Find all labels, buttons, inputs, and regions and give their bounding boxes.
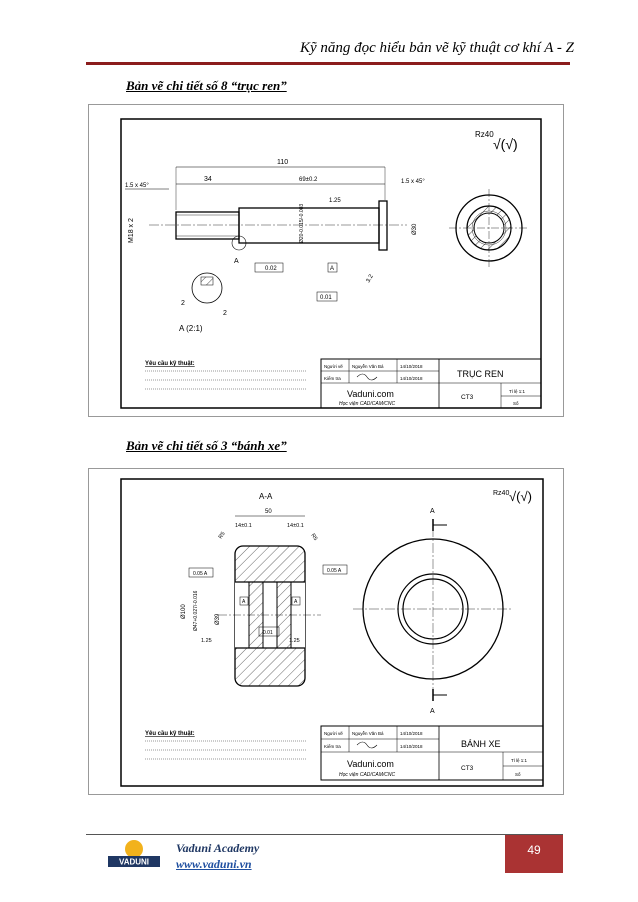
table1-part-name: TRỤC REN <box>457 369 504 379</box>
dim-d30: Ø30 <box>412 223 418 235</box>
dim-32: 3.2 <box>365 273 375 284</box>
vaduni-logo <box>106 838 162 868</box>
footer-text <box>176 840 259 872</box>
dim-chamfer-right: 1.5 x 45° <box>401 179 425 185</box>
table2-drawn-date: 14/10/2018 <box>400 731 423 736</box>
table2-part-name: BÁNH XE <box>461 739 501 749</box>
detail-label-a: A <box>234 258 239 265</box>
dim-14b: 14±0.1 <box>287 523 304 529</box>
table1-drawn-date: 14/10/2018 <box>400 364 423 369</box>
table1-drawn-label: Người vẽ <box>324 364 343 369</box>
detail-title: A (2:1) <box>179 324 203 333</box>
table2-scale: Tỉ lệ 1:1 <box>511 758 528 763</box>
drawing1-svg <box>89 105 563 416</box>
drawing2-frame <box>88 468 564 795</box>
dim-r5a: R5 <box>217 530 227 541</box>
datum-a: A <box>330 266 335 272</box>
drawing2-caption: Bản vẽ chi tiết số 3 “bánh xe” <box>126 438 287 453</box>
drawing1-roughness: Rz40 <box>475 130 494 139</box>
table1-drawn-by: Nguyễn Văn Bá <box>352 364 384 369</box>
table2-subtitle: Học viện CAD/CAM/CNC <box>339 772 396 778</box>
table2-check-label: Kiểm tra <box>324 744 341 749</box>
section-label: A-A <box>259 492 273 501</box>
tol-right: 0.05 A <box>327 568 342 574</box>
drawing2-req-label: Yêu cầu kỹ thuật: <box>145 731 195 737</box>
table2-company: Vaduni.com <box>347 759 394 769</box>
header-divider <box>86 62 570 65</box>
footer-brand: Vaduni Academy <box>176 841 260 855</box>
drawing2-svg <box>89 469 563 794</box>
table1-scale: Tỉ lệ 1:1 <box>509 389 526 394</box>
dim-chamfer-left: 1.5 x 45° <box>125 183 149 189</box>
drawing1-caption: Bản vẽ chi tiết số 8 “trục ren” <box>126 78 287 93</box>
tolerance-2: 0.01 <box>320 295 332 301</box>
dim-50: 50 <box>265 509 272 515</box>
dim-125: 1.25 <box>329 198 341 204</box>
table1-sheet: Số <box>513 401 519 406</box>
table1-material: CT3 <box>461 394 474 401</box>
dim-d100: Ø100 <box>181 604 187 619</box>
drawing1-roughness-symbol: √(√) <box>493 136 518 152</box>
table2-material: CT3 <box>461 765 474 772</box>
datum-left: A <box>242 599 246 605</box>
table1-check-label: Kiểm tra <box>324 376 341 381</box>
dim-thread: M18 x 2 <box>128 218 135 243</box>
dim-14a: 14±0.1 <box>235 523 252 529</box>
detail-dim-2b: 2 <box>223 310 227 317</box>
table1-subtitle: Học viện CAD/CAM/CNC <box>339 401 396 407</box>
dim-69: 69±0.2 <box>299 177 318 183</box>
drawing1-req-label: Yêu cầu kỹ thuật: <box>145 361 195 367</box>
table1-check-date: 14/10/2018 <box>400 376 423 381</box>
detail-dim-2a: 2 <box>181 300 185 307</box>
tolerance-1: 0.02 <box>265 266 277 272</box>
table1-company: Vaduni.com <box>347 389 394 399</box>
footer-divider <box>86 834 563 835</box>
table2-drawn-by: Nguyễn Văn Bá <box>352 731 384 736</box>
table2-signature <box>357 742 377 748</box>
dim-total: 110 <box>277 159 289 166</box>
table2-check-date: 14/10/2018 <box>400 744 423 749</box>
drawing1-frame <box>88 104 564 417</box>
logo-text: VADUNI <box>118 857 150 867</box>
tol-mid: 0.01 <box>263 630 273 636</box>
table1-signature <box>357 374 377 380</box>
dim-d20: Ø20-0.015/-0.003 <box>299 203 305 243</box>
dim-d39: Ø39 <box>215 613 221 625</box>
dim-125b: 1.25 <box>289 638 300 644</box>
table2-sheet: Số <box>515 772 521 777</box>
dim-125a: 1.25 <box>201 638 212 644</box>
dim-34: 34 <box>204 176 212 183</box>
page-number: 49 <box>505 835 563 873</box>
dim-d47: Ø47+0.027/-0.016 <box>193 590 199 631</box>
cut-label-bottom: A <box>430 708 435 715</box>
tol-left: 0.05 A <box>193 571 208 577</box>
datum-right: A <box>294 599 298 605</box>
table2-drawn-label: Người vẽ <box>324 731 343 736</box>
footer-url-link[interactable]: www.vaduni.vn <box>176 857 252 871</box>
page-header-title: Kỹ năng đọc hiểu bản vẽ kỹ thuật cơ khí A - Z <box>299 40 574 56</box>
drawing2-roughness: Rz40 <box>493 490 510 497</box>
drawing2-roughness-symbol: √(√) <box>509 489 532 504</box>
dim-r5b: R5 <box>309 532 319 542</box>
cut-label-top: A <box>430 508 435 515</box>
